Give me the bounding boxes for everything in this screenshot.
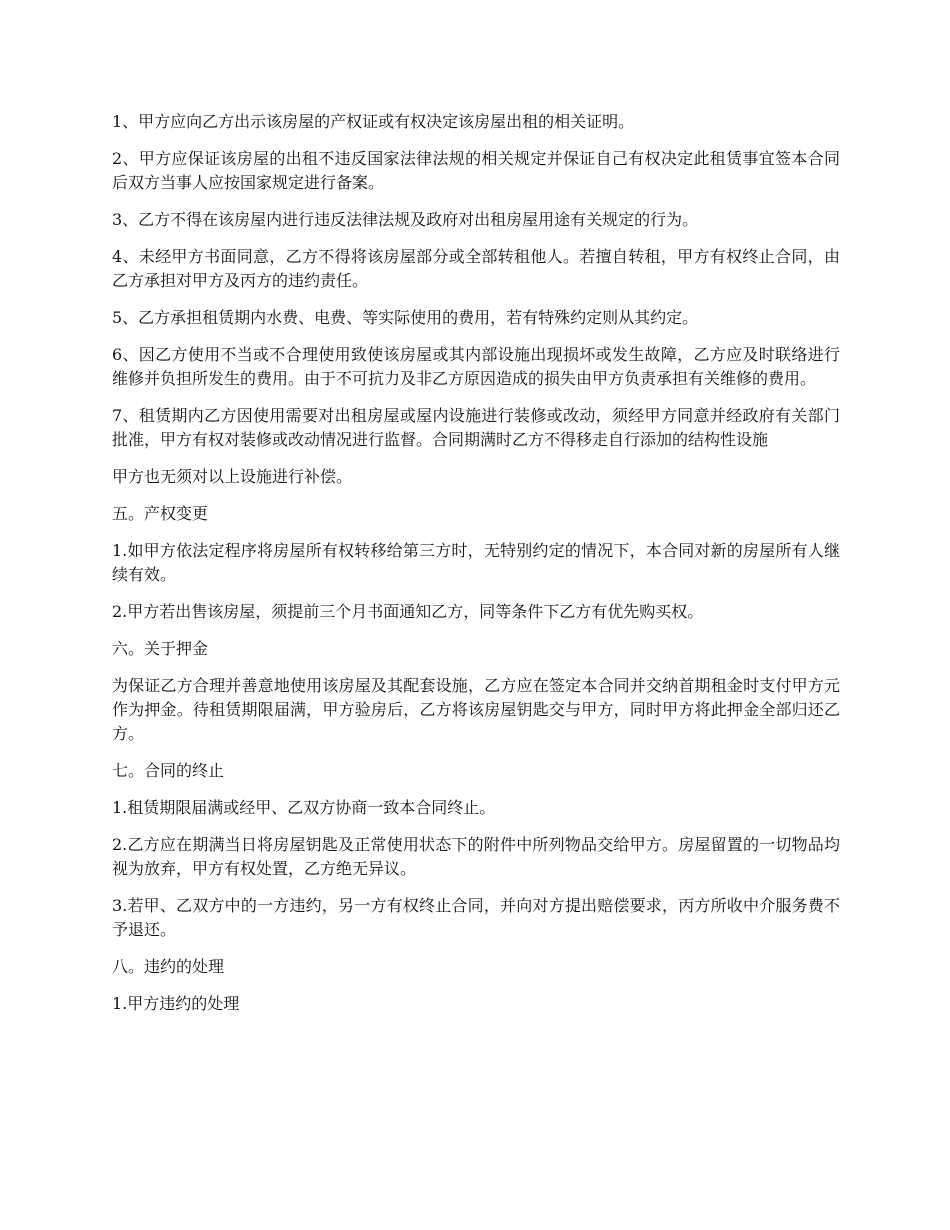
clause-7-continued: 甲方也无须对以上设施进行补偿。 (112, 467, 353, 486)
section-heading-termination: 七。合同的终止 (112, 761, 225, 780)
property-change-item-2: 2.甲方若出售该房屋，须提前三个月书面通知乙方，同等条件下乙方有优先购买权。 (112, 602, 704, 621)
termination-item-3: 3.若甲、乙双方中的一方违约，另一方有权终止合同，并向对方提出赔偿要求，丙方所收中介服务费不予退还。 (112, 896, 840, 939)
section-heading-breach: 八。违约的处理 (112, 957, 225, 976)
section-heading-deposit: 六。关于押金 (112, 639, 209, 658)
clause-6: 6、因乙方使用不当或不合理使用致使该房屋或其内部设施出现损坏或发生故障，乙方应及时联络进行维修并负担所发生的费用。由于不可抗力及非乙方原因造成的损失由甲方负责承担有关维修的费用。 (112, 345, 840, 388)
section-heading-property-change: 五。产权变更 (112, 504, 209, 523)
clause-5: 5、乙方承担租赁期内水费、电费、等实际使用的费用，若有特殊约定则从其约定。 (112, 308, 699, 327)
breach-item-1: 1.甲方违约的处理 (112, 994, 240, 1013)
termination-item-2: 2.乙方应在期满当日将房屋钥匙及正常使用状态下的附件中所列物品交给甲方。房屋留置的一切物品均视为放弃，甲方有权处置，乙方绝无异议。 (112, 835, 840, 878)
deposit-paragraph: 为保证乙方合理并善意地使用该房屋及其配套设施，乙方应在签定本合同并交纳首期租金时支付甲方元作为押金。待租赁期限届满，甲方验房后，乙方将该房屋钥匙交与甲方，同时甲方将此押金全部归还乙方。 (112, 676, 840, 743)
clause-2: 2、甲方应保证该房屋的出租不违反国家法律法规的相关规定并保证自己有权决定此租赁事宜签本合同后双方当事人应按国家规定进行备案。 (112, 149, 840, 192)
clause-1: 1、甲方应向乙方出示该房屋的产权证或有权决定该房屋出租的相关证明。 (112, 112, 635, 131)
property-change-item-1: 1.如甲方依法定程序将房屋所有权转移给第三方时，无特别约定的情况下，本合同对新的房屋所有人继续有效。 (112, 541, 840, 584)
termination-item-1: 1.租赁期限届满或经甲、乙双方协商一致本合同终止。 (112, 798, 496, 817)
clause-4: 4、未经甲方书面同意，乙方不得将该房屋部分或全部转租他人。若擅自转租，甲方有权终止合同，由乙方承担对甲方及丙方的违约责任。 (112, 247, 840, 290)
clause-3: 3、乙方不得在该房屋内进行违反法律法规及政府对出租房屋用途有关规定的行为。 (112, 210, 699, 229)
document-page (112, 110, 840, 1029)
clause-7: 7、租赁期内乙方因使用需要对出租房屋或屋内设施进行装修或改动，须经甲方同意并经政府有关部门批准，甲方有权对装修或改动情况进行监督。合同期满时乙方不得移走自行添加的结构性设施 (112, 406, 840, 449)
